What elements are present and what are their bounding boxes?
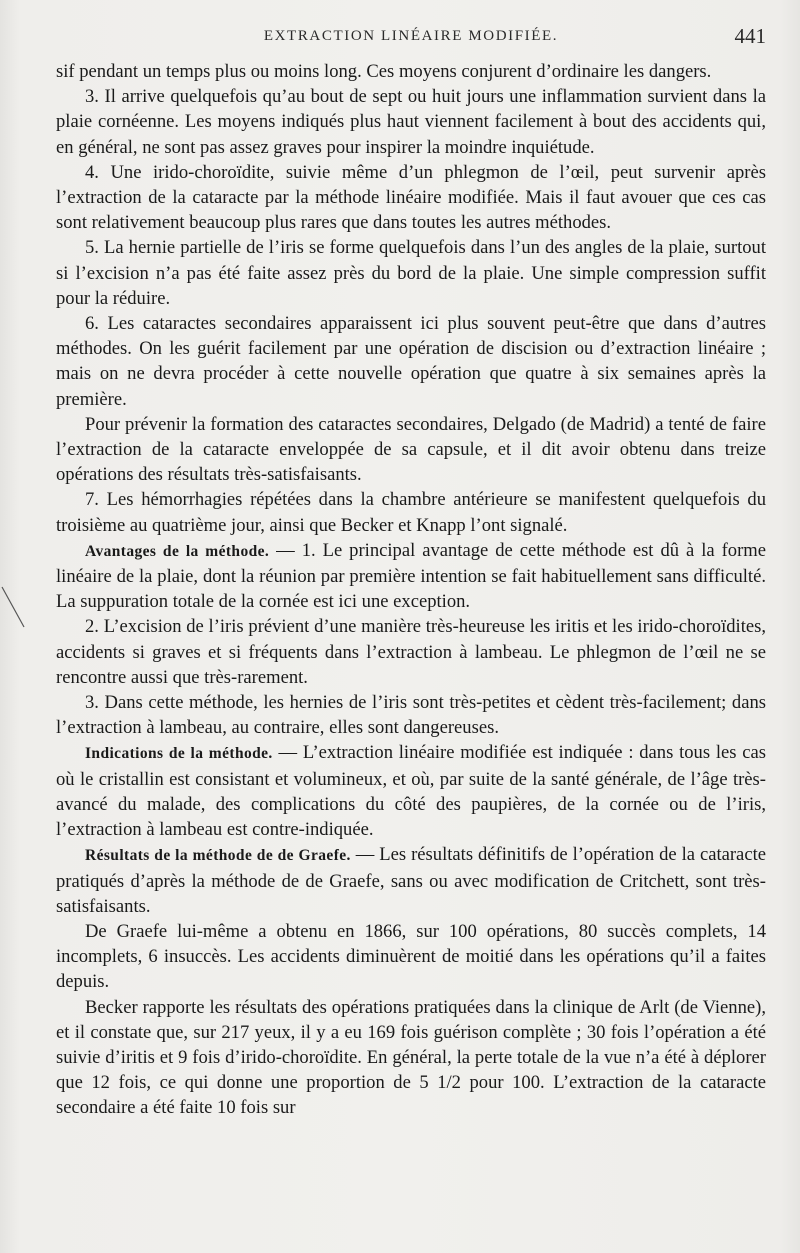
paragraph-de-graefe: De Graefe lui-même a obtenu en 1866, sur 100 opérations, 80 succès complets, 14 incomplets, 6 insuccès. Les accidents diminuèrent de moitié dans les opérations qu’il a faites depuis. [56, 920, 766, 993]
section-heading-results: Résultats de la méthode de de Graefe. [85, 847, 351, 865]
paragraph-item-5: 5. La hernie partielle de l’iris se forme quelquefois dans l’un des angles de la plaie, surtout si l’excision n’a pas été faite assez près du bord de la plaie. Une simple compression suffit pour la réduire. [56, 237, 766, 309]
section-heading-advantages: Avantages de la méthode. [85, 542, 270, 560]
page-header [56, 22, 766, 50]
advantages-text: — 1. Le principal avantage de cette méthode est dû à la forme linéaire de la plaie, dont la réunion par première intention se fait habituellement sans difficulté. La suppuration totale de la cornée est ici une exception. [56, 539, 766, 613]
page-body [56, 59, 766, 1121]
section-heading-indications: Indications de la méthode. [85, 745, 273, 763]
paragraph-item-4: 4. Une irido-choroïdite, suivie même d’un phlegmon de l’œil, peut survenir après l’extraction de la cataracte par la méthode linéaire modifiée. Mais il faut avouer que ces cas sont relativement beaucoup plus rares que dans toutes les autres méthodes. [56, 161, 766, 234]
paragraph-results [56, 842, 766, 919]
running-title: EXTRACTION LINÉAIRE MODIFIÉE. [263, 28, 559, 44]
results-text: — Les résultats définitifs de l’opération de la cataracte pratiqués d’après la méthode de de Graefe, sans ou avec modification de Critchett, sont très-satisfaisants. [56, 844, 766, 917]
paragraph-item-7: 7. Les hémorrhagies répétées dans la chambre antérieure se manifestent quelquefois du troisième au quatrième jour, ainsi que Becker et Knapp l’ont signalé. [56, 489, 766, 536]
paragraph-advantage-2: 2. L’excision de l’iris prévient d’une manière très-heureuse les iritis et les irido-choroïdites, accidents si graves et si fréquents dans l’extraction à lambeau. Le phlegmon de l’œil ne se rencontre aussi que très-rarement. [56, 616, 766, 688]
margin-pencil-mark [0, 585, 40, 645]
paragraph-item-3: 3. Il arrive quelquefois qu’au bout de sept ou huit jours une inflammation survient dans la plaie cornéenne. Les moyens indiqués plus haut viennent facilement à bout des accidents qui, en général, ne sont pas assez graves pour inspirer la moindre inquiétude. [56, 86, 766, 158]
paragraph-continuation: sif pendant un temps plus ou moins long. Ces moyens conjurent d’ordinaire les dangers. [56, 61, 712, 82]
paragraph-advantages [56, 538, 766, 615]
paragraph-item-6: 6. Les cataractes secondaires apparaissent ici plus souvent peut-être que dans d’autres méthodes. On les guérit facilement par une opération de discision ou d’extraction linéaire ; mais on ne devra procéder à cette nouvelle opération que quatre à six semaines après la première. [56, 313, 766, 410]
paragraph-becker: Becker rapporte les résultats des opérations pratiquées dans la clinique de Arlt (de Vienne), et il constate que, sur 217 yeux, il y a eu 169 fois guérison complète ; 30 fois l’opération a été suivie d’iritis et 9 fois d’irido-choroïdite. En général, la perte totale de la vue n’a été à déplorer que 12 fois, ce qui donne une proportion de 5 1/2 pour 100. L’extraction de la cataracte secondaire a été faite 10 fois sur [56, 996, 766, 1119]
paragraph-advantage-3: 3. Dans cette méthode, les hernies de l’iris sont très-petites et cèdent très-facilement; dans l’extraction à lambeau, au contraire, elles sont dangereuses. [56, 692, 766, 739]
paragraph-indications [56, 740, 766, 842]
indications-text: — L’extraction linéaire modifiée est indiquée : dans tous les cas où le cristallin est consistant et volumineux, et où, par suite de la santé générale, de l’âge très-avancé du malade, des complications du côté des paupières, de la cornée ou de l’iris, l’extraction à lambeau est contre-indiquée. [56, 742, 767, 841]
page-number: 441 [734, 24, 766, 48]
paragraph-delgado: Pour prévenir la formation des cataractes secondaires, Delgado (de Madrid) a tenté de faire l’extraction de la cataracte enveloppée de sa capsule, et il dit avoir obtenu dans treize opérations des résultats très-satisfaisants. [56, 413, 766, 486]
